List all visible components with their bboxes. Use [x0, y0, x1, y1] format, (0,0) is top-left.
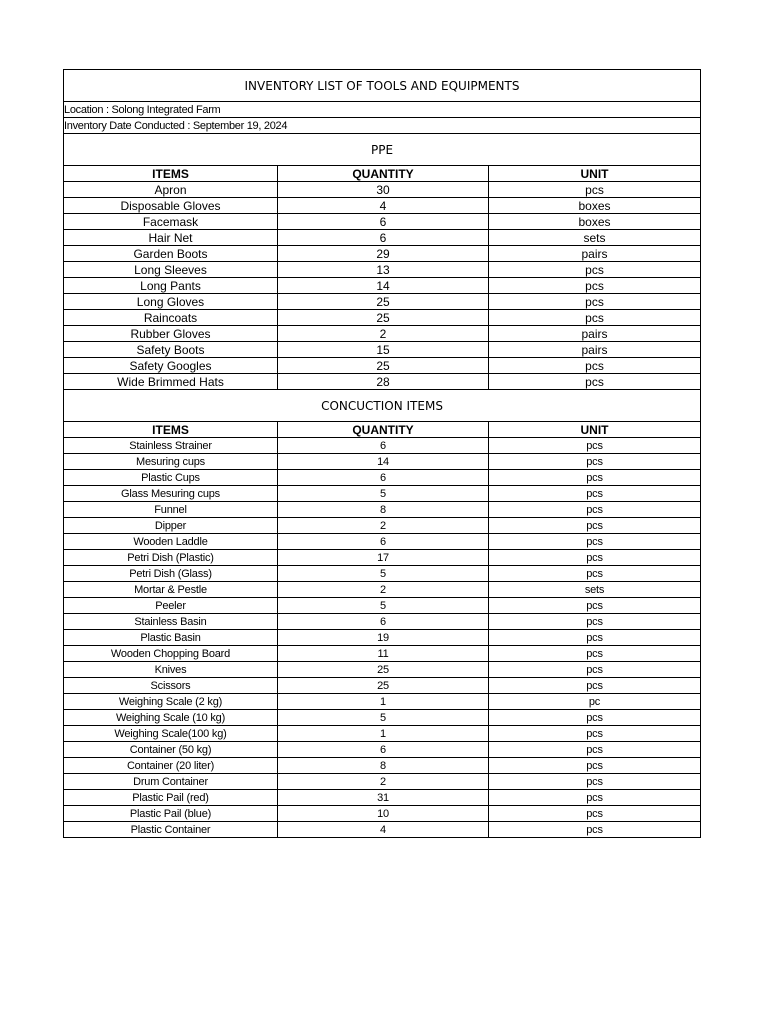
- table-row: [64, 694, 701, 710]
- table-row: [64, 614, 701, 630]
- quantity-cell: 2: [278, 518, 489, 534]
- items-column-header: ITEMS: [64, 422, 278, 438]
- unit-cell: sets: [489, 230, 701, 246]
- quantity-cell: 25: [278, 310, 489, 326]
- section-title: PPE: [64, 134, 701, 166]
- inventory-date-text: Inventory Date Conducted : September 19, 2024: [64, 118, 701, 134]
- unit-cell: pcs: [489, 758, 701, 774]
- quantity-cell: 30: [278, 182, 489, 198]
- table-row: [64, 374, 701, 390]
- item-cell: Glass Mesuring cups: [64, 486, 278, 502]
- table-row: [64, 518, 701, 534]
- table-row: [64, 582, 701, 598]
- table-row: [64, 454, 701, 470]
- unit-cell: pcs: [489, 662, 701, 678]
- quantity-cell: 14: [278, 278, 489, 294]
- quantity-cell: 6: [278, 742, 489, 758]
- item-cell: Wooden Chopping Board: [64, 646, 278, 662]
- table-row: [64, 566, 701, 582]
- quantity-cell: 6: [278, 534, 489, 550]
- inventory-table: [63, 69, 701, 838]
- table-row: [64, 182, 701, 198]
- unit-cell: pcs: [489, 774, 701, 790]
- unit-cell: pcs: [489, 566, 701, 582]
- table-row: [64, 758, 701, 774]
- quantity-cell: 31: [278, 790, 489, 806]
- item-cell: Weighing Scale(100 kg): [64, 726, 278, 742]
- quantity-cell: 10: [278, 806, 489, 822]
- section-title-row: [64, 390, 701, 422]
- quantity-cell: 13: [278, 262, 489, 278]
- item-cell: Weighing Scale (10 kg): [64, 710, 278, 726]
- unit-cell: pcs: [489, 598, 701, 614]
- item-cell: Raincoats: [64, 310, 278, 326]
- quantity-cell: 25: [278, 294, 489, 310]
- item-cell: Long Sleeves: [64, 262, 278, 278]
- table-row: [64, 502, 701, 518]
- item-cell: Dipper: [64, 518, 278, 534]
- table-row: [64, 486, 701, 502]
- unit-cell: pcs: [489, 454, 701, 470]
- section-title: CONCUCTION ITEMS: [64, 390, 701, 422]
- quantity-cell: 4: [278, 822, 489, 838]
- unit-cell: pcs: [489, 470, 701, 486]
- location-text: Location : Solong Integrated Farm: [64, 102, 701, 118]
- quantity-cell: 6: [278, 614, 489, 630]
- quantity-cell: 11: [278, 646, 489, 662]
- unit-cell: pcs: [489, 534, 701, 550]
- item-cell: Wide Brimmed Hats: [64, 374, 278, 390]
- table-row: [64, 198, 701, 214]
- unit-cell: pcs: [489, 438, 701, 454]
- unit-cell: pcs: [489, 294, 701, 310]
- table-row: [64, 294, 701, 310]
- table-row: [64, 358, 701, 374]
- unit-cell: pcs: [489, 518, 701, 534]
- item-cell: Long Gloves: [64, 294, 278, 310]
- unit-cell: boxes: [489, 214, 701, 230]
- unit-cell: pcs: [489, 310, 701, 326]
- item-cell: Hair Net: [64, 230, 278, 246]
- item-cell: Drum Container: [64, 774, 278, 790]
- unit-cell: pcs: [489, 790, 701, 806]
- item-cell: Apron: [64, 182, 278, 198]
- quantity-cell: 29: [278, 246, 489, 262]
- table-row: [64, 246, 701, 262]
- unit-cell: pcs: [489, 374, 701, 390]
- item-cell: Container (20 liter): [64, 758, 278, 774]
- unit-column-header: UNIT: [489, 422, 701, 438]
- table-row: [64, 278, 701, 294]
- table-row: [64, 598, 701, 614]
- unit-cell: pcs: [489, 614, 701, 630]
- table-row: [64, 726, 701, 742]
- item-cell: Plastic Basin: [64, 630, 278, 646]
- quantity-cell: 5: [278, 710, 489, 726]
- table-row: [64, 438, 701, 454]
- item-cell: Mortar & Pestle: [64, 582, 278, 598]
- quantity-cell: 5: [278, 566, 489, 582]
- table-row: [64, 822, 701, 838]
- unit-cell: pcs: [489, 278, 701, 294]
- table-row: [64, 534, 701, 550]
- item-cell: Garden Boots: [64, 246, 278, 262]
- unit-cell: pcs: [489, 358, 701, 374]
- item-cell: Safety Boots: [64, 342, 278, 358]
- item-cell: Disposable Gloves: [64, 198, 278, 214]
- table-row: [64, 326, 701, 342]
- unit-cell: pcs: [489, 710, 701, 726]
- title-row: [64, 70, 701, 102]
- item-cell: Safety Googles: [64, 358, 278, 374]
- quantity-cell: 19: [278, 630, 489, 646]
- document-title: INVENTORY LIST OF TOOLS AND EQUIPMENTS: [64, 70, 701, 102]
- quantity-cell: 1: [278, 726, 489, 742]
- unit-column-header: UNIT: [489, 166, 701, 182]
- unit-cell: pcs: [489, 502, 701, 518]
- table-row: [64, 342, 701, 358]
- quantity-cell: 25: [278, 662, 489, 678]
- unit-cell: pcs: [489, 806, 701, 822]
- unit-cell: pcs: [489, 726, 701, 742]
- item-cell: Rubber Gloves: [64, 326, 278, 342]
- column-header-row: [64, 422, 701, 438]
- quantity-cell: 14: [278, 454, 489, 470]
- unit-cell: pairs: [489, 342, 701, 358]
- quantity-cell: 5: [278, 486, 489, 502]
- table-row: [64, 214, 701, 230]
- item-cell: Funnel: [64, 502, 278, 518]
- item-cell: Petri Dish (Glass): [64, 566, 278, 582]
- quantity-cell: 6: [278, 214, 489, 230]
- unit-cell: sets: [489, 582, 701, 598]
- table-row: [64, 262, 701, 278]
- unit-cell: pcs: [489, 646, 701, 662]
- unit-cell: pcs: [489, 262, 701, 278]
- section-title-row: [64, 134, 701, 166]
- table-row: [64, 742, 701, 758]
- item-cell: Plastic Container: [64, 822, 278, 838]
- date-row: [64, 118, 701, 134]
- table-row: [64, 646, 701, 662]
- quantity-cell: 6: [278, 470, 489, 486]
- table-row: [64, 774, 701, 790]
- item-cell: Stainless Strainer: [64, 438, 278, 454]
- table-row: [64, 310, 701, 326]
- unit-cell: pcs: [489, 822, 701, 838]
- table-row: [64, 230, 701, 246]
- quantity-cell: 5: [278, 598, 489, 614]
- table-row: [64, 710, 701, 726]
- unit-cell: pc: [489, 694, 701, 710]
- unit-cell: pairs: [489, 326, 701, 342]
- column-header-row: [64, 166, 701, 182]
- item-cell: Plastic Cups: [64, 470, 278, 486]
- unit-cell: pcs: [489, 630, 701, 646]
- unit-cell: pcs: [489, 550, 701, 566]
- quantity-cell: 25: [278, 678, 489, 694]
- table-row: [64, 806, 701, 822]
- quantity-cell: 17: [278, 550, 489, 566]
- item-cell: Peeler: [64, 598, 278, 614]
- quantity-cell: 2: [278, 582, 489, 598]
- table-row: [64, 662, 701, 678]
- table-row: [64, 470, 701, 486]
- unit-cell: pcs: [489, 182, 701, 198]
- table-row: [64, 550, 701, 566]
- item-cell: Mesuring cups: [64, 454, 278, 470]
- unit-cell: pairs: [489, 246, 701, 262]
- quantity-column-header: QUANTITY: [278, 422, 489, 438]
- unit-cell: pcs: [489, 742, 701, 758]
- item-cell: Container (50 kg): [64, 742, 278, 758]
- item-cell: Scissors: [64, 678, 278, 694]
- item-cell: Wooden Laddle: [64, 534, 278, 550]
- quantity-cell: 1: [278, 694, 489, 710]
- quantity-cell: 8: [278, 758, 489, 774]
- unit-cell: boxes: [489, 198, 701, 214]
- quantity-cell: 15: [278, 342, 489, 358]
- quantity-cell: 28: [278, 374, 489, 390]
- item-cell: Plastic Pail (blue): [64, 806, 278, 822]
- item-cell: Facemask: [64, 214, 278, 230]
- quantity-cell: 6: [278, 230, 489, 246]
- quantity-cell: 2: [278, 774, 489, 790]
- unit-cell: pcs: [489, 486, 701, 502]
- quantity-cell: 8: [278, 502, 489, 518]
- location-row: [64, 102, 701, 118]
- table-row: [64, 678, 701, 694]
- quantity-cell: 4: [278, 198, 489, 214]
- quantity-cell: 6: [278, 438, 489, 454]
- item-cell: Weighing Scale (2 kg): [64, 694, 278, 710]
- quantity-cell: 25: [278, 358, 489, 374]
- table-row: [64, 630, 701, 646]
- quantity-cell: 2: [278, 326, 489, 342]
- items-column-header: ITEMS: [64, 166, 278, 182]
- item-cell: Knives: [64, 662, 278, 678]
- item-cell: Stainless Basin: [64, 614, 278, 630]
- table-row: [64, 790, 701, 806]
- quantity-column-header: QUANTITY: [278, 166, 489, 182]
- inventory-table-body: [64, 70, 701, 838]
- item-cell: Petri Dish (Plastic): [64, 550, 278, 566]
- item-cell: Plastic Pail (red): [64, 790, 278, 806]
- unit-cell: pcs: [489, 678, 701, 694]
- item-cell: Long Pants: [64, 278, 278, 294]
